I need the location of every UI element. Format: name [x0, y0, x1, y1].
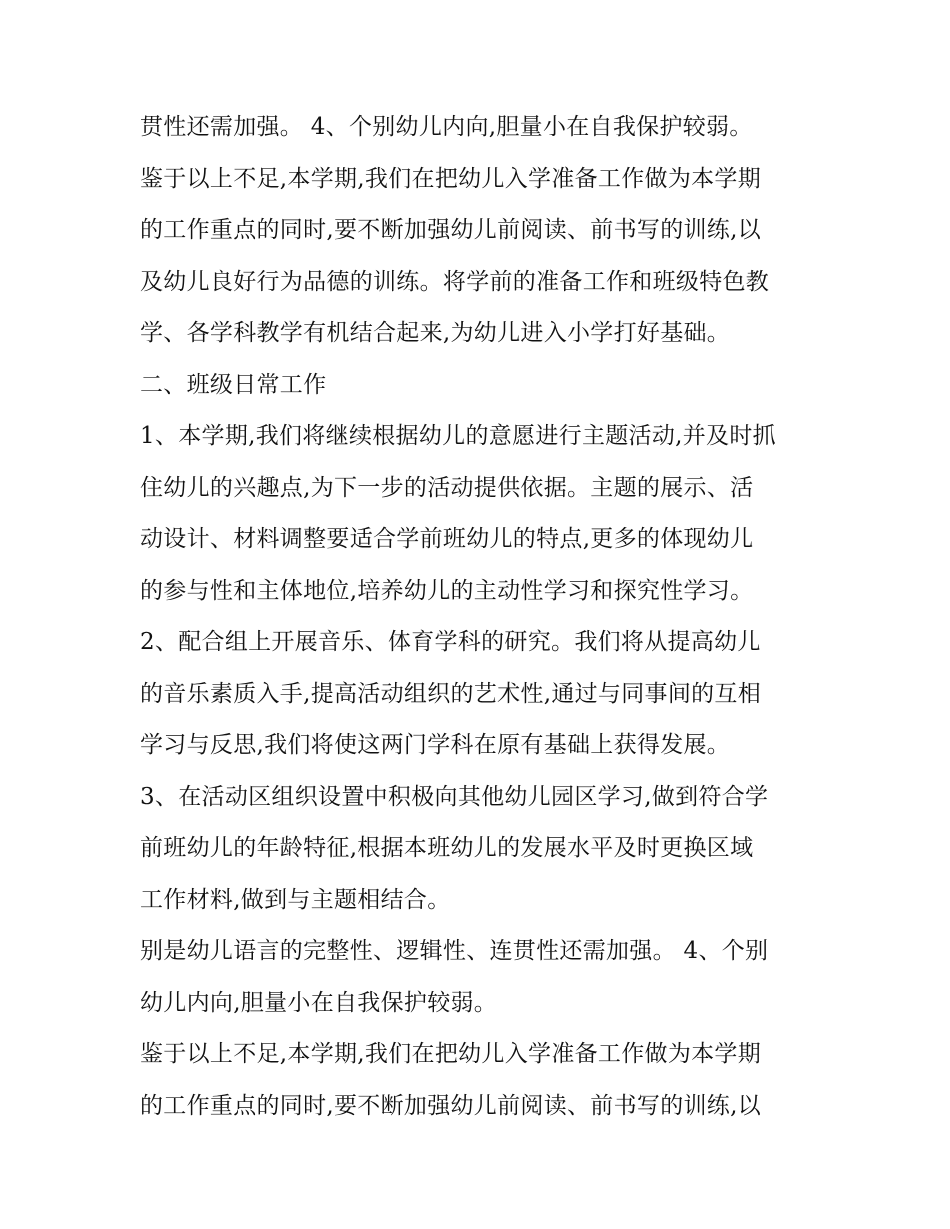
document-body: [140, 102, 820, 1132]
text-line: 前班幼儿的年龄特征,根据本班幼儿的发展水平及时更换区域: [140, 835, 754, 861]
text-line: 的工作重点的同时,要不断加强幼儿前阅读、前书写的训练,以: [140, 217, 762, 243]
text-line: 鉴于以上不足,本学期,我们在把幼儿入学准备工作做为本学期: [140, 165, 762, 192]
text-line: 学、各学科教学有机结合起来,为幼儿进入小学打好基础。: [140, 320, 731, 346]
text-line: 动设计、材料调整要适合学前班幼儿的特点,更多的体现幼儿: [140, 526, 754, 552]
text-line: 别是幼儿语言的完整性、逻辑性、连贯性还需加强。 4、个别: [140, 938, 769, 964]
text-line: 3、在活动区组织设置中积极向其他幼儿园区学习,做到符合学: [140, 783, 769, 810]
text-line: 的参与性和主体地位,培养幼儿的主动性学习和探究性学习。: [140, 577, 754, 604]
text-line: 及幼儿良好行为品德的训练。将学前的准备工作和班级特色教: [140, 268, 770, 295]
text-line: 幼儿内向,胆量小在自我保护较弱。: [140, 989, 498, 1016]
text-line: 鉴于以上不足,本学期,我们在把幼儿入学准备工作做为本学期: [140, 1041, 762, 1067]
text-line: 工作材料,做到与主题相结合。: [140, 886, 451, 913]
text-line: 的工作重点的同时,要不断加强幼儿前阅读、前书写的训练,以: [140, 1092, 762, 1119]
section-heading: 二、班级日常工作: [140, 371, 327, 398]
text-line: 学习与反思,我们将使这两门学科在原有基础上获得发展。: [140, 732, 731, 758]
text-line: 住幼儿的兴趣点,为下一步的活动提供依据。主题的展示、活: [140, 474, 754, 501]
text-line: 1、本学期,我们将继续根据幼儿的意愿进行主题活动,并及时抓: [140, 423, 776, 449]
text-line: 2、配合组上开展音乐、体育学科的研究。我们将从提高幼儿: [140, 629, 761, 655]
text-line: 的音乐素质入手,提高活动组织的艺术性,通过与同事间的互相: [140, 680, 762, 707]
text-line: 贯性还需加强。 4、个别幼儿内向,胆量小在自我保护较弱。: [140, 114, 753, 140]
